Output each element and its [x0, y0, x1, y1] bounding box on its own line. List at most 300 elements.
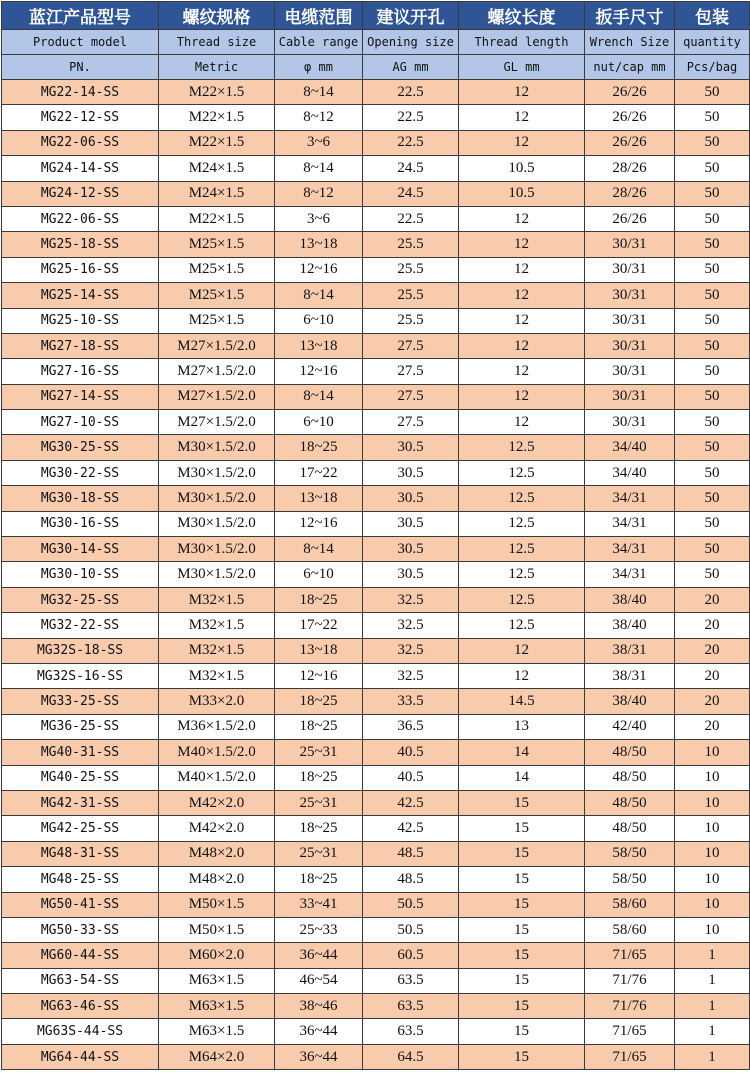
cell-quantity: 50 — [675, 156, 750, 181]
cell-opening-size: 25.5 — [363, 283, 459, 308]
cell-thread-length: 14.5 — [459, 689, 585, 714]
cell-thread-size: M25×1.5 — [159, 308, 275, 333]
cell-wrench-size: 28/26 — [585, 181, 675, 206]
col-unit-wrench: nut/cap mm — [585, 55, 675, 80]
cell-cable-range: 18~25 — [275, 867, 363, 892]
cell-thread-length: 12.5 — [459, 511, 585, 536]
cell-wrench-size: 30/31 — [585, 384, 675, 409]
cell-opening-size: 50.5 — [363, 917, 459, 942]
cell-quantity: 50 — [675, 181, 750, 206]
cell-quantity: 50 — [675, 410, 750, 435]
table-row — [2, 435, 750, 460]
cell-model: MG22-12-SS — [2, 105, 159, 130]
cell-quantity: 20 — [675, 689, 750, 714]
cell-cable-range: 17~22 — [275, 460, 363, 485]
cell-thread-size: M22×1.5 — [159, 130, 275, 155]
cell-quantity: 20 — [675, 714, 750, 739]
cell-opening-size: 25.5 — [363, 257, 459, 282]
cell-opening-size: 30.5 — [363, 486, 459, 511]
cell-wrench-size: 58/60 — [585, 892, 675, 917]
table-row — [2, 689, 750, 714]
cell-thread-length: 12 — [459, 308, 585, 333]
col-header-cable-cn: 电缆范围 — [275, 2, 363, 30]
table-row — [2, 105, 750, 130]
cell-model: MG36-25-SS — [2, 714, 159, 739]
cell-wrench-size: 58/60 — [585, 917, 675, 942]
cell-quantity: 1 — [675, 1019, 750, 1044]
cell-model: MG30-25-SS — [2, 435, 159, 460]
table-row — [2, 613, 750, 638]
cell-thread-length: 12.5 — [459, 435, 585, 460]
cell-opening-size: 30.5 — [363, 562, 459, 587]
cell-quantity: 50 — [675, 232, 750, 257]
cell-wrench-size: 26/26 — [585, 130, 675, 155]
cell-quantity: 50 — [675, 130, 750, 155]
spec-table — [1, 1, 750, 1070]
cell-opening-size: 40.5 — [363, 765, 459, 790]
cell-model: MG30-14-SS — [2, 537, 159, 562]
cell-thread-length: 12.5 — [459, 587, 585, 612]
table-row — [2, 257, 750, 282]
cell-thread-size: M32×1.5 — [159, 613, 275, 638]
col-header-opening-en: Opening size — [363, 30, 459, 55]
cell-thread-size: M64×2.0 — [159, 1044, 275, 1069]
col-header-model-en: Product model — [2, 30, 159, 55]
cell-wrench-size: 26/26 — [585, 105, 675, 130]
cell-opening-size: 42.5 — [363, 816, 459, 841]
cell-thread-length: 12 — [459, 105, 585, 130]
cell-wrench-size: 48/50 — [585, 765, 675, 790]
cell-cable-range: 12~16 — [275, 359, 363, 384]
cell-thread-size: M30×1.5/2.0 — [159, 486, 275, 511]
cell-model: MG25-16-SS — [2, 257, 159, 282]
cell-model: MG30-16-SS — [2, 511, 159, 536]
cell-cable-range: 17~22 — [275, 613, 363, 638]
col-unit-opening: AG mm — [363, 55, 459, 80]
cell-thread-size: M30×1.5/2.0 — [159, 460, 275, 485]
table-row — [2, 663, 750, 688]
cell-thread-length: 12 — [459, 206, 585, 231]
table-row — [2, 486, 750, 511]
cell-wrench-size: 71/65 — [585, 1044, 675, 1069]
cell-wrench-size: 38/40 — [585, 689, 675, 714]
cell-opening-size: 30.5 — [363, 511, 459, 536]
cell-model: MG25-14-SS — [2, 283, 159, 308]
cell-wrench-size: 48/50 — [585, 740, 675, 765]
cell-cable-range: 12~16 — [275, 511, 363, 536]
cell-model: MG48-31-SS — [2, 841, 159, 866]
cell-cable-range: 13~18 — [275, 638, 363, 663]
table-row — [2, 460, 750, 485]
cell-model: MG27-14-SS — [2, 384, 159, 409]
cell-model: MG63-46-SS — [2, 994, 159, 1019]
cell-wrench-size: 58/50 — [585, 867, 675, 892]
cell-model: MG22-06-SS — [2, 206, 159, 231]
cell-cable-range: 18~25 — [275, 587, 363, 612]
cell-thread-length: 12 — [459, 638, 585, 663]
cell-cable-range: 25~31 — [275, 740, 363, 765]
table-row — [2, 80, 750, 105]
cell-opening-size: 32.5 — [363, 663, 459, 688]
col-header-wrench-cn: 扳手尺寸 — [585, 2, 675, 30]
cell-thread-size: M50×1.5 — [159, 892, 275, 917]
cell-opening-size: 22.5 — [363, 206, 459, 231]
table-row — [2, 333, 750, 358]
cell-cable-range: 18~25 — [275, 816, 363, 841]
cell-cable-range: 6~10 — [275, 308, 363, 333]
cell-thread-size: M27×1.5/2.0 — [159, 384, 275, 409]
cell-cable-range: 8~14 — [275, 156, 363, 181]
cell-model: MG40-31-SS — [2, 740, 159, 765]
cell-wrench-size: 30/31 — [585, 333, 675, 358]
cell-opening-size: 36.5 — [363, 714, 459, 739]
cell-wrench-size: 48/50 — [585, 790, 675, 815]
table-row — [2, 765, 750, 790]
cell-quantity: 20 — [675, 638, 750, 663]
cell-model: MG48-25-SS — [2, 867, 159, 892]
cell-wrench-size: 34/31 — [585, 537, 675, 562]
col-header-thread-en: Thread size — [159, 30, 275, 55]
col-header-length-en: Thread length — [459, 30, 585, 55]
cell-quantity: 20 — [675, 663, 750, 688]
cell-wrench-size: 38/40 — [585, 613, 675, 638]
cell-model: MG64-44-SS — [2, 1044, 159, 1069]
cell-model: MG30-22-SS — [2, 460, 159, 485]
col-unit-length: GL mm — [459, 55, 585, 80]
table-row — [2, 867, 750, 892]
cell-thread-length: 15 — [459, 943, 585, 968]
table-row — [2, 410, 750, 435]
cell-wrench-size: 26/26 — [585, 80, 675, 105]
cell-wrench-size: 30/31 — [585, 359, 675, 384]
cell-thread-length: 12 — [459, 333, 585, 358]
cell-quantity: 50 — [675, 283, 750, 308]
cell-cable-range: 38~46 — [275, 994, 363, 1019]
cell-wrench-size: 71/76 — [585, 994, 675, 1019]
cell-thread-length: 12 — [459, 130, 585, 155]
cell-cable-range: 8~14 — [275, 384, 363, 409]
cell-cable-range: 13~18 — [275, 232, 363, 257]
cell-cable-range: 8~14 — [275, 283, 363, 308]
table-row — [2, 740, 750, 765]
cell-model: MG50-33-SS — [2, 917, 159, 942]
cell-cable-range: 13~18 — [275, 486, 363, 511]
table-row — [2, 943, 750, 968]
cell-thread-size: M36×1.5/2.0 — [159, 714, 275, 739]
table-row — [2, 511, 750, 536]
cell-opening-size: 27.5 — [363, 410, 459, 435]
col-header-package-cn: 包装 — [675, 2, 750, 30]
cell-quantity: 10 — [675, 765, 750, 790]
cell-quantity: 50 — [675, 537, 750, 562]
cell-wrench-size: 71/76 — [585, 968, 675, 993]
cell-cable-range: 12~16 — [275, 663, 363, 688]
header-row-english — [2, 30, 750, 55]
col-unit-cable: φ mm — [275, 55, 363, 80]
cell-quantity: 50 — [675, 359, 750, 384]
cell-wrench-size: 42/40 — [585, 714, 675, 739]
cell-thread-length: 12 — [459, 410, 585, 435]
cell-quantity: 50 — [675, 257, 750, 282]
cell-thread-length: 12 — [459, 663, 585, 688]
cell-thread-length: 12 — [459, 232, 585, 257]
cell-wrench-size: 34/31 — [585, 486, 675, 511]
col-header-wrench-en: Wrench Size — [585, 30, 675, 55]
cell-model: MG32S-16-SS — [2, 663, 159, 688]
cell-cable-range: 25~31 — [275, 841, 363, 866]
cell-thread-size: M30×1.5/2.0 — [159, 511, 275, 536]
cell-opening-size: 42.5 — [363, 790, 459, 815]
cell-thread-length: 15 — [459, 867, 585, 892]
cell-thread-size: M48×2.0 — [159, 867, 275, 892]
cell-cable-range: 36~44 — [275, 1019, 363, 1044]
cell-wrench-size: 30/31 — [585, 283, 675, 308]
table-row — [2, 841, 750, 866]
cell-thread-length: 12.5 — [459, 562, 585, 587]
cell-model: MG42-25-SS — [2, 816, 159, 841]
cell-opening-size: 33.5 — [363, 689, 459, 714]
cell-thread-size: M25×1.5 — [159, 283, 275, 308]
cell-thread-size: M27×1.5/2.0 — [159, 410, 275, 435]
cell-thread-size: M22×1.5 — [159, 206, 275, 231]
cell-opening-size: 48.5 — [363, 867, 459, 892]
cell-wrench-size: 38/40 — [585, 587, 675, 612]
cell-cable-range: 18~25 — [275, 714, 363, 739]
cell-model: MG27-10-SS — [2, 410, 159, 435]
cell-quantity: 10 — [675, 892, 750, 917]
cell-quantity: 50 — [675, 206, 750, 231]
table-row — [2, 816, 750, 841]
cell-thread-size: M30×1.5/2.0 — [159, 435, 275, 460]
cell-thread-length: 12 — [459, 257, 585, 282]
cell-cable-range: 8~14 — [275, 537, 363, 562]
cell-thread-length: 14 — [459, 765, 585, 790]
cell-quantity: 50 — [675, 105, 750, 130]
table-row — [2, 994, 750, 1019]
cell-opening-size: 63.5 — [363, 1019, 459, 1044]
cell-thread-size: M42×2.0 — [159, 816, 275, 841]
cell-thread-length: 15 — [459, 892, 585, 917]
cell-cable-range: 12~16 — [275, 257, 363, 282]
cell-model: MG60-44-SS — [2, 943, 159, 968]
table-row — [2, 384, 750, 409]
cell-thread-size: M24×1.5 — [159, 156, 275, 181]
cell-quantity: 20 — [675, 613, 750, 638]
table-row — [2, 181, 750, 206]
cell-cable-range: 25~31 — [275, 790, 363, 815]
cell-model: MG50-41-SS — [2, 892, 159, 917]
cell-thread-length: 12.5 — [459, 486, 585, 511]
cell-opening-size: 32.5 — [363, 587, 459, 612]
cell-wrench-size: 71/65 — [585, 1019, 675, 1044]
table-row — [2, 892, 750, 917]
cell-thread-length: 15 — [459, 917, 585, 942]
cell-opening-size: 27.5 — [363, 359, 459, 384]
cell-thread-size: M42×2.0 — [159, 790, 275, 815]
cell-quantity: 1 — [675, 968, 750, 993]
cell-quantity: 50 — [675, 333, 750, 358]
cell-thread-length: 12 — [459, 359, 585, 384]
cell-thread-length: 12.5 — [459, 460, 585, 485]
col-unit-thread: Metric — [159, 55, 275, 80]
cell-thread-size: M24×1.5 — [159, 181, 275, 206]
cell-wrench-size: 30/31 — [585, 257, 675, 282]
cell-opening-size: 50.5 — [363, 892, 459, 917]
cell-wrench-size: 34/40 — [585, 435, 675, 460]
cell-thread-size: M63×1.5 — [159, 1019, 275, 1044]
table-row — [2, 308, 750, 333]
cell-model: MG24-12-SS — [2, 181, 159, 206]
cell-opening-size: 30.5 — [363, 460, 459, 485]
cell-opening-size: 64.5 — [363, 1044, 459, 1069]
cell-opening-size: 24.5 — [363, 156, 459, 181]
cell-quantity: 1 — [675, 1044, 750, 1069]
cell-model: MG24-14-SS — [2, 156, 159, 181]
header-row-units — [2, 55, 750, 80]
cell-opening-size: 27.5 — [363, 333, 459, 358]
cell-cable-range: 18~25 — [275, 765, 363, 790]
col-header-cable-en: Cable range — [275, 30, 363, 55]
table-row — [2, 283, 750, 308]
cell-thread-length: 12 — [459, 80, 585, 105]
cell-model: MG27-16-SS — [2, 359, 159, 384]
cell-cable-range: 8~14 — [275, 80, 363, 105]
cell-cable-range: 6~10 — [275, 410, 363, 435]
cell-model: MG22-14-SS — [2, 80, 159, 105]
cell-thread-length: 15 — [459, 1044, 585, 1069]
cell-cable-range: 18~25 — [275, 435, 363, 460]
table-row — [2, 130, 750, 155]
cell-quantity: 50 — [675, 80, 750, 105]
cell-wrench-size: 30/31 — [585, 308, 675, 333]
cell-opening-size: 60.5 — [363, 943, 459, 968]
table-row — [2, 156, 750, 181]
cell-wrench-size: 30/31 — [585, 232, 675, 257]
cell-thread-size: M50×1.5 — [159, 917, 275, 942]
cell-model: MG25-10-SS — [2, 308, 159, 333]
cell-model: MG32S-18-SS — [2, 638, 159, 663]
cell-thread-size: M25×1.5 — [159, 257, 275, 282]
table-row — [2, 1044, 750, 1069]
cell-cable-range: 46~54 — [275, 968, 363, 993]
cell-thread-length: 15 — [459, 790, 585, 815]
table-row — [2, 638, 750, 663]
cell-opening-size: 40.5 — [363, 740, 459, 765]
cell-opening-size: 48.5 — [363, 841, 459, 866]
col-header-thread-cn: 螺纹规格 — [159, 2, 275, 30]
cell-thread-length: 15 — [459, 816, 585, 841]
cell-wrench-size: 38/31 — [585, 638, 675, 663]
cell-opening-size: 63.5 — [363, 968, 459, 993]
cell-model: MG30-18-SS — [2, 486, 159, 511]
cell-quantity: 10 — [675, 867, 750, 892]
cell-wrench-size: 26/26 — [585, 206, 675, 231]
cell-thread-length: 12 — [459, 283, 585, 308]
cell-thread-size: M25×1.5 — [159, 232, 275, 257]
cell-opening-size: 22.5 — [363, 105, 459, 130]
cell-thread-length: 12.5 — [459, 613, 585, 638]
cell-opening-size: 30.5 — [363, 537, 459, 562]
cell-thread-length: 12.5 — [459, 537, 585, 562]
table-row — [2, 587, 750, 612]
cell-thread-size: M63×1.5 — [159, 994, 275, 1019]
cell-model: MG27-18-SS — [2, 333, 159, 358]
cell-opening-size: 32.5 — [363, 638, 459, 663]
cell-wrench-size: 71/65 — [585, 943, 675, 968]
cell-cable-range: 13~18 — [275, 333, 363, 358]
cell-opening-size: 25.5 — [363, 308, 459, 333]
cell-thread-size: M22×1.5 — [159, 80, 275, 105]
cell-wrench-size: 30/31 — [585, 410, 675, 435]
col-header-opening-cn: 建议开孔 — [363, 2, 459, 30]
cell-thread-length: 15 — [459, 994, 585, 1019]
cell-wrench-size: 48/50 — [585, 816, 675, 841]
cell-cable-range: 25~33 — [275, 917, 363, 942]
cell-thread-length: 15 — [459, 841, 585, 866]
cell-quantity: 50 — [675, 384, 750, 409]
table-row — [2, 1019, 750, 1044]
cell-thread-size: M27×1.5/2.0 — [159, 359, 275, 384]
cell-opening-size: 63.5 — [363, 994, 459, 1019]
cell-opening-size: 22.5 — [363, 80, 459, 105]
cell-model: MG30-10-SS — [2, 562, 159, 587]
cell-model: MG32-22-SS — [2, 613, 159, 638]
cell-model: MG32-25-SS — [2, 587, 159, 612]
cell-thread-size: M30×1.5/2.0 — [159, 562, 275, 587]
cell-cable-range: 36~44 — [275, 943, 363, 968]
cell-quantity: 50 — [675, 460, 750, 485]
cell-quantity: 50 — [675, 435, 750, 460]
header-row-chinese — [2, 2, 750, 30]
cell-model: MG22-06-SS — [2, 130, 159, 155]
table-row — [2, 232, 750, 257]
cell-wrench-size: 58/50 — [585, 841, 675, 866]
table-row — [2, 714, 750, 739]
table-row — [2, 359, 750, 384]
table-row — [2, 562, 750, 587]
cell-quantity: 50 — [675, 486, 750, 511]
cell-quantity: 10 — [675, 841, 750, 866]
cell-model: MG25-18-SS — [2, 232, 159, 257]
table-row — [2, 206, 750, 231]
cell-wrench-size: 34/31 — [585, 562, 675, 587]
cell-cable-range: 33~41 — [275, 892, 363, 917]
cell-quantity: 50 — [675, 562, 750, 587]
cell-opening-size: 22.5 — [363, 130, 459, 155]
col-unit-model: PN. — [2, 55, 159, 80]
cell-model: MG40-25-SS — [2, 765, 159, 790]
cell-thread-size: M32×1.5 — [159, 587, 275, 612]
cell-opening-size: 30.5 — [363, 435, 459, 460]
cell-thread-size: M22×1.5 — [159, 105, 275, 130]
cell-thread-size: M27×1.5/2.0 — [159, 333, 275, 358]
cell-thread-length: 10.5 — [459, 156, 585, 181]
table-row — [2, 968, 750, 993]
cell-thread-size: M40×1.5/2.0 — [159, 740, 275, 765]
cell-thread-length: 13 — [459, 714, 585, 739]
cell-quantity: 10 — [675, 816, 750, 841]
cell-wrench-size: 38/31 — [585, 663, 675, 688]
cell-thread-size: M33×2.0 — [159, 689, 275, 714]
cell-thread-size: M48×2.0 — [159, 841, 275, 866]
cell-thread-size: M30×1.5/2.0 — [159, 537, 275, 562]
table-row — [2, 917, 750, 942]
cell-quantity: 50 — [675, 511, 750, 536]
col-header-length-cn: 螺纹长度 — [459, 2, 585, 30]
col-header-package-en: quantity — [675, 30, 750, 55]
cell-thread-length: 12 — [459, 384, 585, 409]
cell-cable-range: 8~12 — [275, 105, 363, 130]
